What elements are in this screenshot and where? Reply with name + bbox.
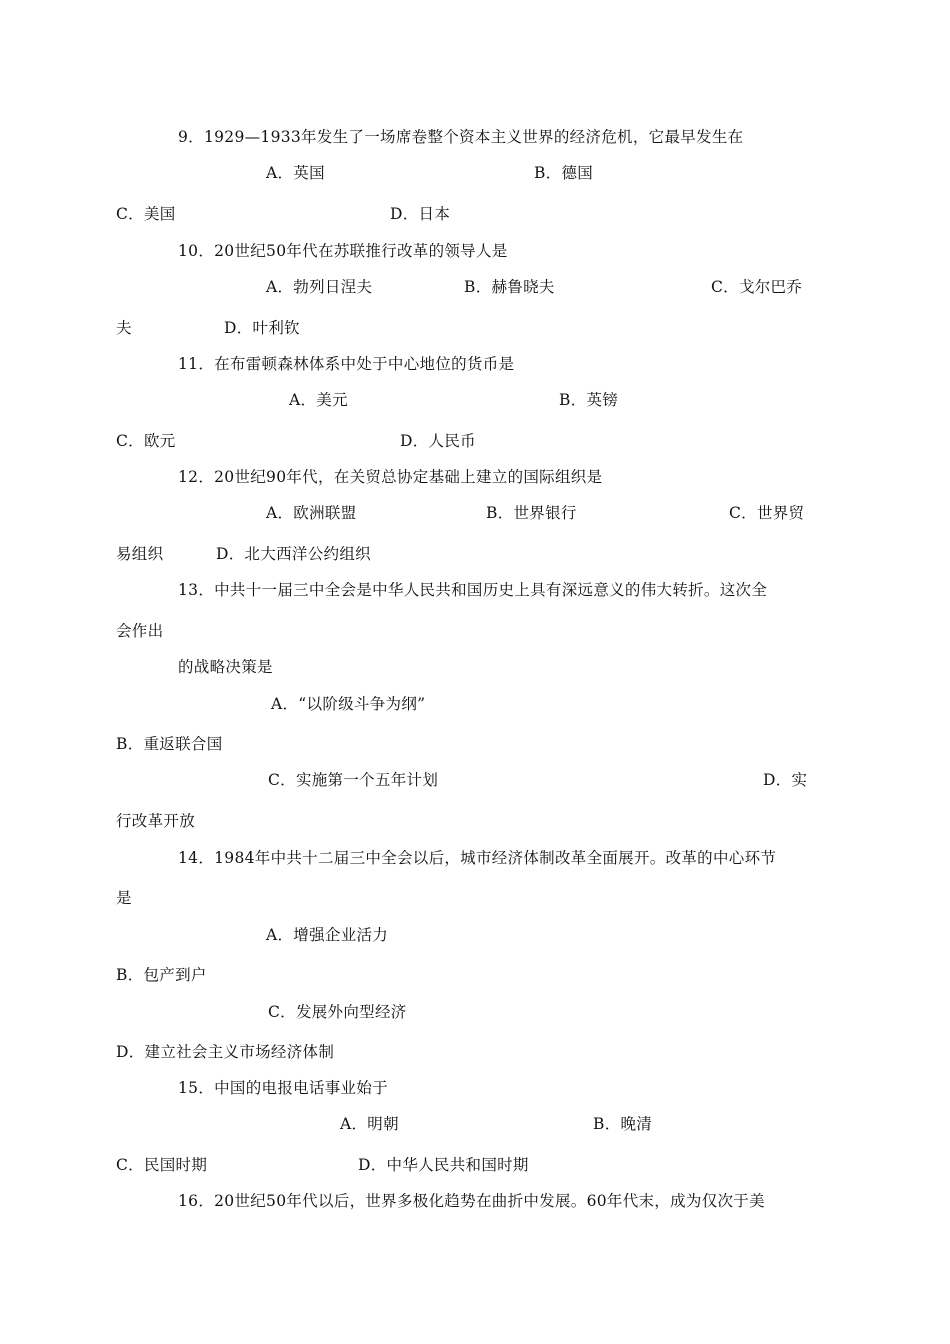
question-14-option-b: B．包产到户 [116, 966, 207, 984]
question-13-stem-line3: 的战略决策是 [178, 658, 273, 676]
question-12-option-c-wrap: 易组织 [116, 545, 164, 563]
question-15-option-b: B．晚清 [593, 1115, 653, 1133]
question-10-option-c-wrap: 夫 [116, 319, 132, 337]
question-15-option-a: A．明朝 [340, 1115, 399, 1133]
question-13-option-d-wrap: 行改革开放 [116, 812, 196, 830]
question-13-option-c: C．实施第一个五年计划 [268, 771, 439, 789]
question-15-stem: 15．中国的电报电话事业始于 [178, 1079, 388, 1097]
question-10-option-b: B．赫鲁晓夫 [464, 278, 555, 296]
question-13-option-b: B．重返联合国 [116, 735, 223, 753]
question-14-stem-line2: 是 [116, 889, 132, 907]
question-10-option-a: A．勃列日涅夫 [266, 278, 373, 296]
question-16-stem: 16．20世纪50年代以后，世界多极化趋势在曲折中发展。60年代末，成为仅次于美 [178, 1192, 765, 1210]
question-11-option-d: D．人民币 [400, 432, 476, 450]
question-12-option-b: B．世界银行 [486, 504, 577, 522]
question-13-stem-line2: 会作出 [116, 622, 164, 640]
question-15-option-c: C．民国时期 [116, 1156, 208, 1174]
question-14-stem: 14．1984年中共十二届三中全会以后，城市经济体制改革全面展开。改革的中心环节 [178, 849, 777, 867]
question-13-stem: 13．中共十一届三中全会是中华人民共和国历史上具有深远意义的伟大转折。这次全 [178, 581, 768, 599]
question-11-option-b: B．英镑 [559, 391, 619, 409]
question-11-stem: 11．在布雷顿森林体系中处于中心地位的货币是 [178, 355, 515, 373]
question-10-stem: 10．20世纪50年代在苏联推行改革的领导人是 [178, 242, 508, 260]
question-14-option-c: C．发展外向型经济 [268, 1003, 407, 1021]
question-14-option-d: D．建立社会主义市场经济体制 [116, 1043, 335, 1061]
question-15-option-d: D．中华人民共和国时期 [358, 1156, 529, 1174]
question-9-option-d: D．日本 [390, 205, 451, 223]
question-9-option-b: B．德国 [534, 164, 594, 182]
question-9-stem: 9．1929—1933年发生了一场席卷整个资本主义世界的经济危机，它最早发生在 [178, 128, 744, 146]
question-13-option-d: D．实 [763, 771, 808, 789]
question-10-option-d: D．叶利钦 [224, 319, 300, 337]
question-11-option-c: C．欧元 [116, 432, 176, 450]
question-10-option-c: C．戈尔巴乔 [711, 278, 803, 296]
question-9-option-c: C．美国 [116, 205, 176, 223]
question-13-option-a: A．“以阶级斗争为纲” [271, 695, 426, 713]
question-11-option-a: A．美元 [289, 391, 348, 409]
question-12-option-c: C．世界贸 [729, 504, 805, 522]
question-12-option-d: D．北大西洋公约组织 [216, 545, 371, 563]
question-12-option-a: A．欧洲联盟 [266, 504, 357, 522]
question-12-stem: 12．20世纪90年代，在关贸总协定基础上建立的国际组织是 [178, 468, 603, 486]
question-9-option-a: A．英国 [266, 164, 325, 182]
question-14-option-a: A．增强企业活力 [266, 926, 389, 944]
